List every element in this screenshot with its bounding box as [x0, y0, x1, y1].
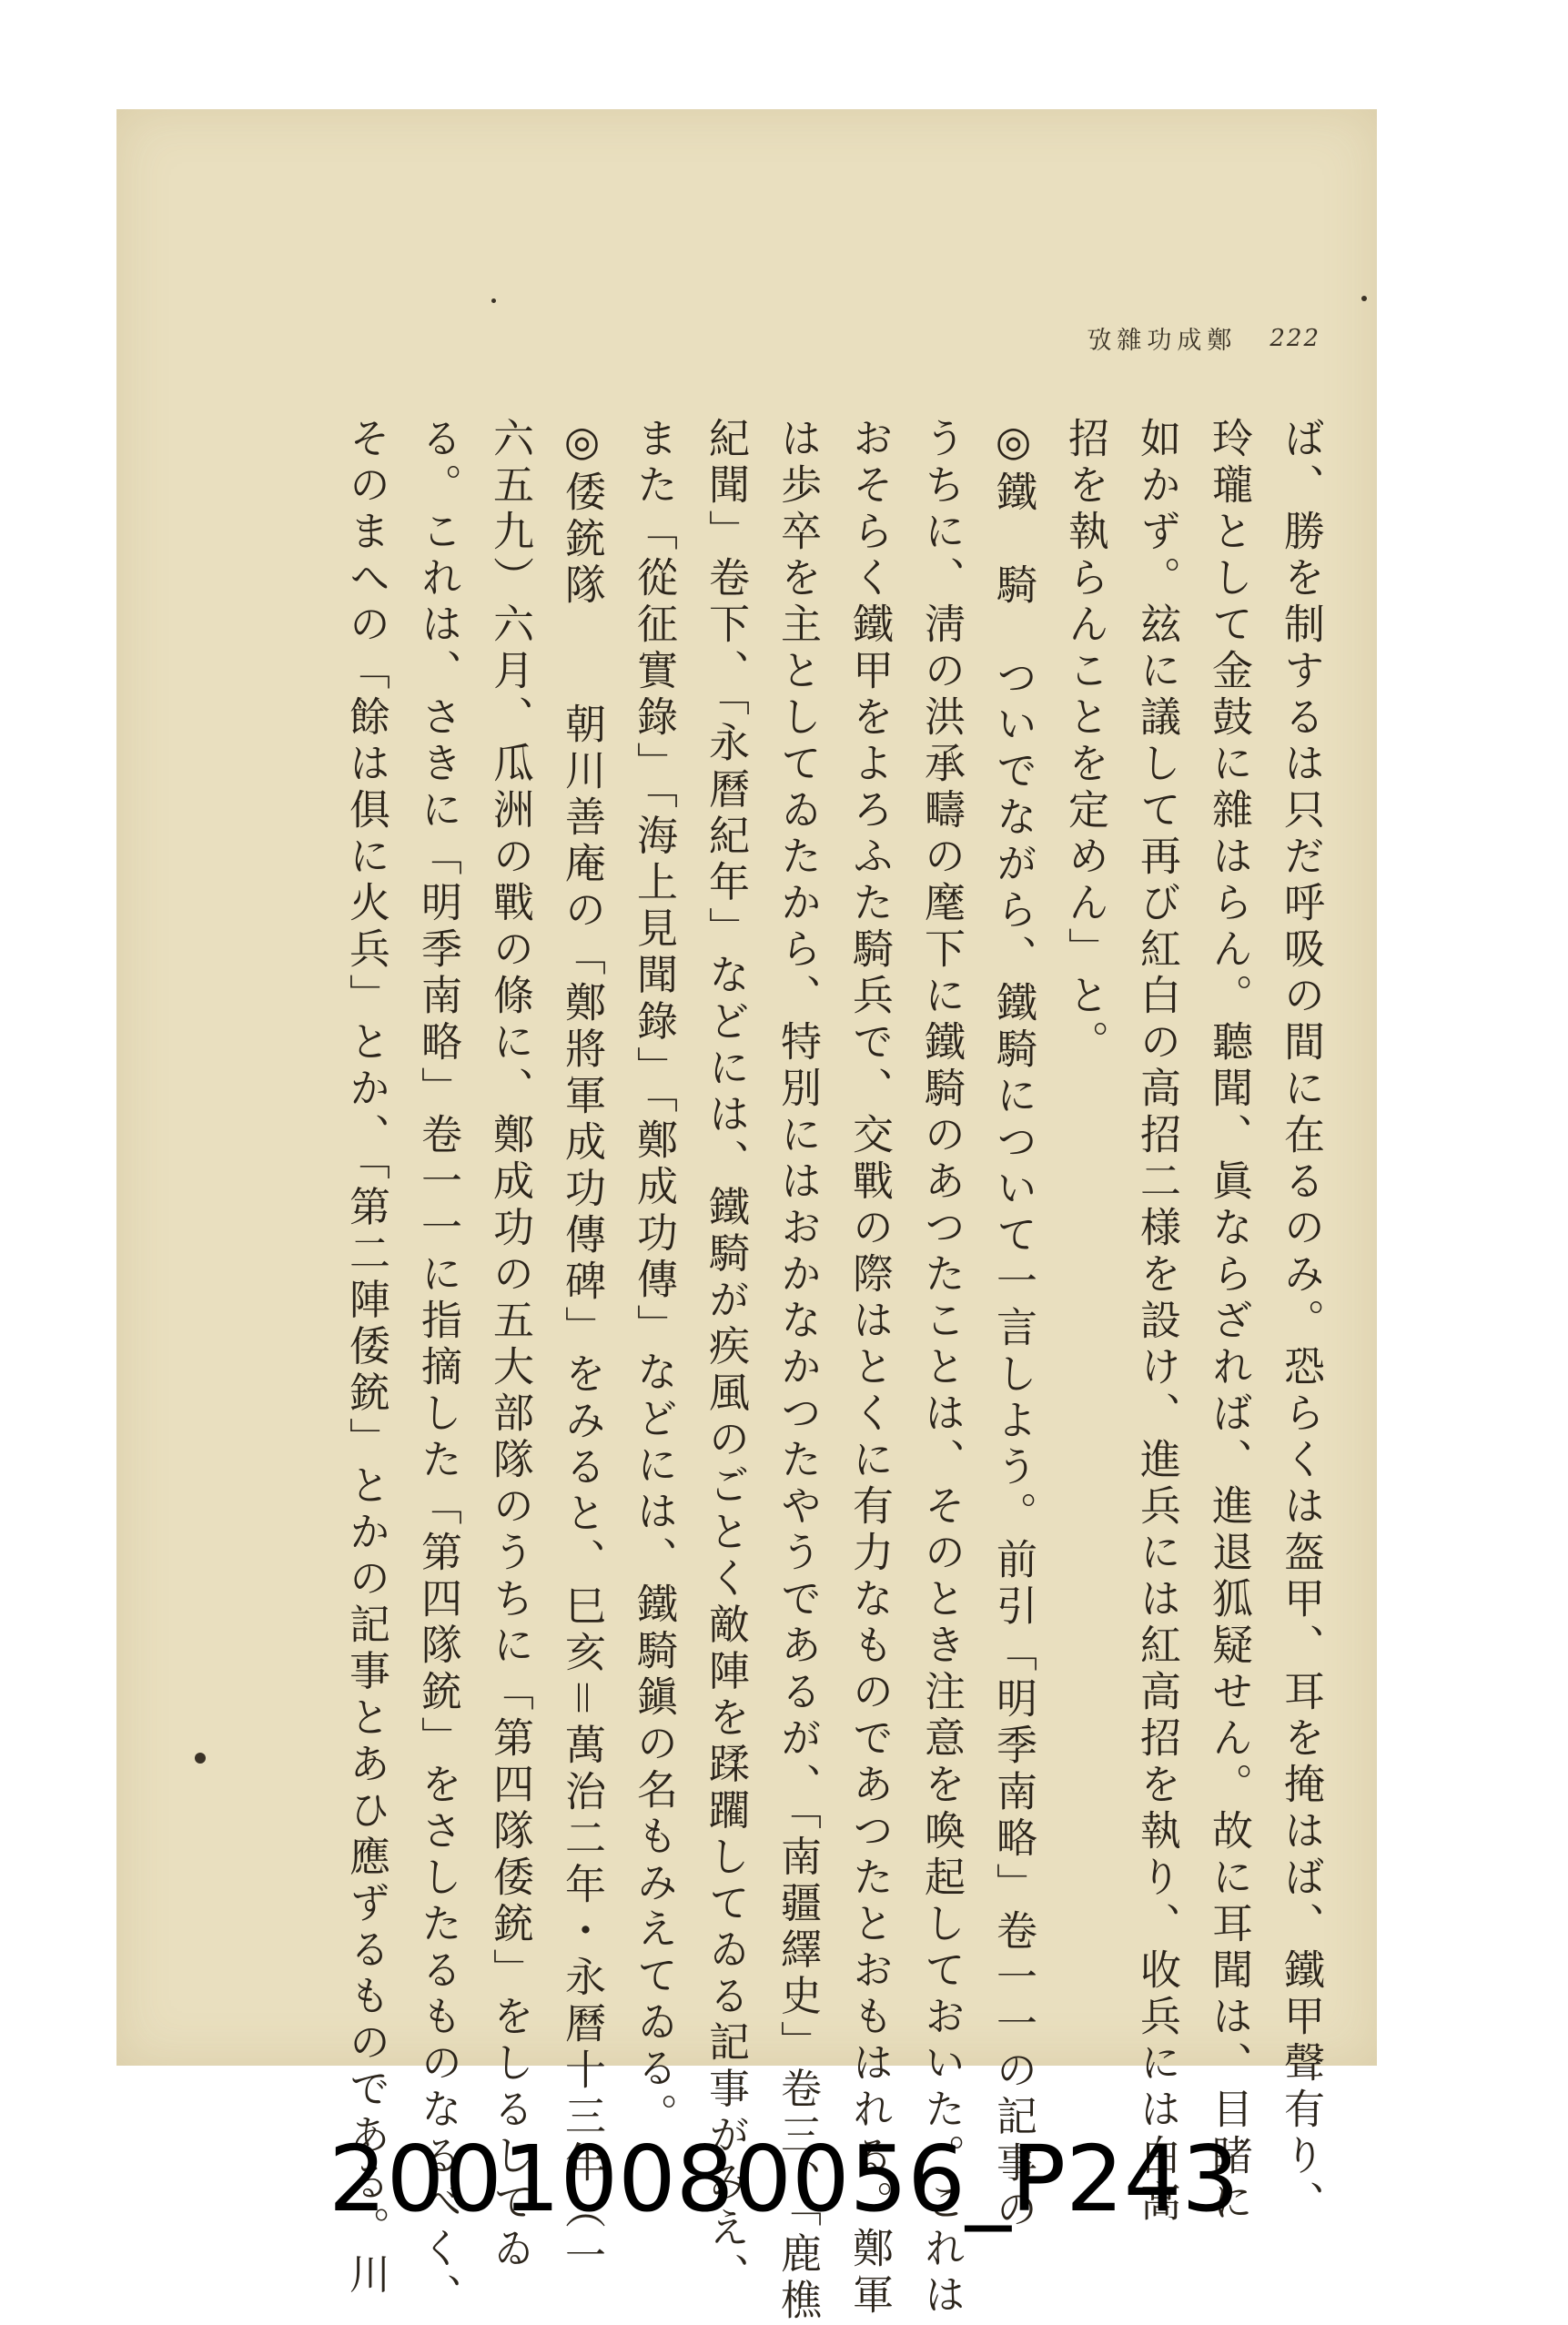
text-column: ば、勝を制するは只だ呼吸の間に在るのみ。恐らくは盔甲、耳を掩はば、鐵甲聲有り、 — [1277, 417, 1325, 2227]
text-column: ◎倭銃隊 朝川善庵の「鄭將軍成功傳碑」をみると、巳亥＝萬治二年・永曆十三年（一 — [558, 417, 606, 2280]
ink-speck — [195, 1753, 206, 1764]
text-column: 紀聞」卷下、「永曆紀年」などには、鐵騎が疾風のごとく敵陣を蹂躙してゐる記事がみえ、 — [702, 417, 750, 2300]
text-column: る。これは、さきに「明季南略」卷一一に指摘した「第四隊銃」をさしたるものなるべく、 — [414, 417, 462, 2320]
text-column: そのまへの「餘は俱に火兵」とか、「第二陣倭銃」とかの記事とあひ應ずるものである。川 — [342, 417, 390, 2300]
text-column: 如かず。玆に議して再び紅白の高招二様を設け、進兵には紅高招を執り、收兵には白高 — [1133, 417, 1181, 2227]
running-header — [1087, 320, 1320, 356]
ink-speck — [491, 298, 496, 303]
text-column: ◎鐵 騎 ついでながら、鐵騎について一言しよう。前引「明季南略」卷一一の記事の — [989, 417, 1037, 2234]
text-column: 玲瓏として金鼓に雜はらん。聽聞、眞ならざれば、進退狐疑せん。故に耳聞は、目睹に — [1205, 417, 1253, 2227]
text-column: また「從征實錄」「海上見聞錄」「鄭成功傳」などには、鐵騎鎭の名もみえてゐる。 — [630, 417, 678, 2139]
page-number: 222 — [1270, 324, 1320, 352]
text-column: 招を執らんことを定めん」と。 — [1061, 417, 1109, 1066]
ink-speck — [1361, 296, 1367, 301]
text-column: は歩卒を主としてゐたから、特別にはおかなかつたやうであるが、「南疆繹史」卷三、「鹿樵 — [774, 417, 822, 2325]
text-column: 六五九）六月、瓜洲の戰の條に、鄭成功の五大部隊のうちに「第四隊倭銃」をしるしてゐ — [486, 417, 534, 2273]
running-title: 鄭成功雜攷 — [1087, 327, 1238, 355]
text-column: おそらく鐵甲をよろふた騎兵で、交戰の際はとくに有力なものであつたとおもはれる。鄭軍 — [845, 417, 894, 2320]
archive-id-caption: 20010080056_P243 — [328, 2126, 1240, 2232]
text-column: うちに、淸の洪承疇の麾下に鐵騎のあつたことは、そのとき注意を喚起しておいた。これは — [917, 417, 966, 2320]
